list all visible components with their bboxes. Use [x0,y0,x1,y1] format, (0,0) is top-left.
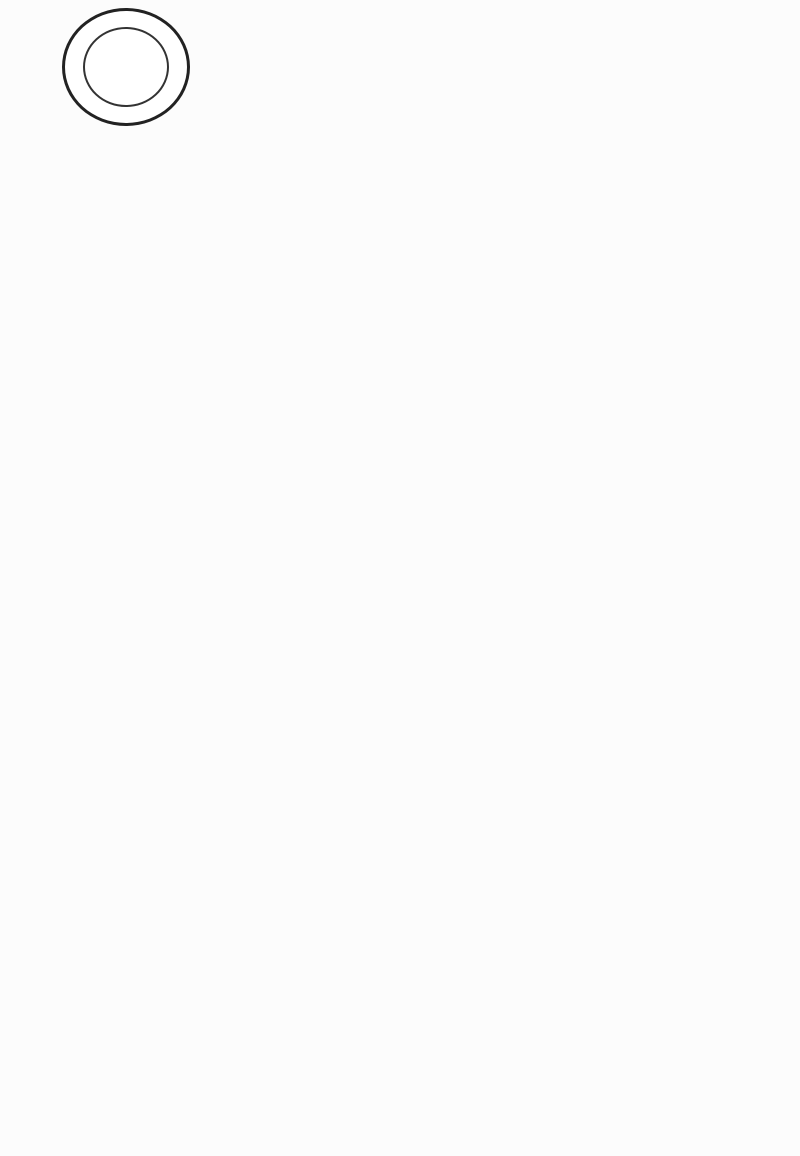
signature-block [470,922,700,924]
paragraph-2 [82,230,742,264]
stamp-inner-ring [83,27,169,107]
paragraph-1 [82,166,742,200]
article-content [82,148,742,265]
school-stamp [62,8,190,126]
